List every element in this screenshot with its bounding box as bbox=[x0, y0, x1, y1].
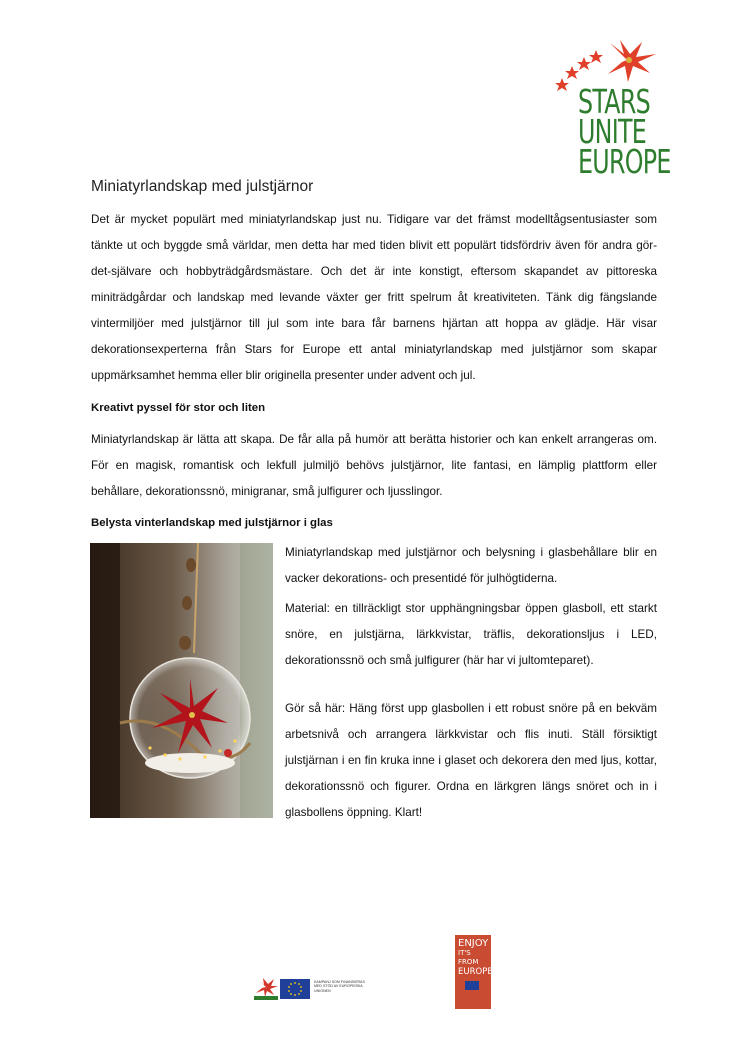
paragraph-instructions: Gör så här: Häng först upp glasbollen i ett robust snöre på en bekväm arbetsnivå och arrangera lärkkvistar och flis inuti. Ställ försiktigt julstjärnan i en fin kruka inne i glaset och dekorera den med ljus, kottar, dekorationssnö och figurer. Ordna en lärkgren längs snöret och in i glasbollens öppning. Klart! bbox=[285, 702, 657, 819]
eu-funding-text: KAMPANJ SOM FINANSIERAS MED STÖD AV EUROPEISKA UNIONEN bbox=[314, 980, 365, 993]
eu-flag-small-icon bbox=[465, 981, 479, 990]
enjoy-europe-badge bbox=[455, 935, 491, 1009]
logo-text-stars: STARS bbox=[578, 82, 650, 121]
enjoy-line-1: ENJOY bbox=[458, 938, 489, 949]
logo-text-unite: UNITE bbox=[578, 112, 647, 151]
logo-text-europe: EUROPE bbox=[578, 142, 671, 181]
poinsettia-small-icon bbox=[254, 978, 278, 1000]
paragraph-intro-glass: Miniatyrlandskap med julstjärnor och belysning i glasbehållare blir en vacker dekorations- och presentidé för julhögtiderna. bbox=[285, 546, 657, 585]
eu-flag-icon bbox=[280, 979, 310, 999]
section-paragraph-kreativt: Miniatyrlandskap är lätta att skapa. De får alla på humör att berätta historier och kan enkelt arrangeras om. För en magisk, romantisk och lekfull julmiljö behövs julstjärnor, lite fantasi, en lämplig plattform eller behållare, dekorationssnö, minigranar, små julfigurer och ljusslingor. bbox=[91, 433, 657, 498]
enjoy-line-2: IT'S FROM bbox=[458, 949, 479, 966]
page-title: Miniatyrlandskap med julstjärnor bbox=[91, 178, 314, 195]
glass-ball-photo bbox=[90, 543, 273, 818]
section-heading-belysta: Belysta vinterlandskap med julstjärnor i glas bbox=[91, 517, 333, 529]
intro-paragraph: Det är mycket populärt med miniatyrlandskap just nu. Tidigare var det främst modelltågsentusiaster som tänkte ut och byggde små världar, men detta har med tiden blivit ett populärt tidsfördriv även för andra gör-det-självare och hobbyträdgårdsmästare. Och det är inte konstigt, eftersom skapandet av pittoreska miniträdgårdar och landskap med levande växter ger fritt spelrum åt kreativiteten. Tänk dig fängslande vintermiljöer med julstjärnor till jul som inte bara får barnens hjärtan att hoppa av glädje. Här visar dekorationsexperterna från Stars for Europe ett antal miniatyrlandskap med julstjärnor som skapar uppmärksamhet hemma eller blir originella presenter under advent och jul. bbox=[91, 213, 657, 382]
footer-logo-group bbox=[254, 978, 384, 1000]
section-heading-kreativt: Kreativt pyssel för stor och liten bbox=[91, 402, 266, 414]
enjoy-line-3: EUROPE bbox=[458, 967, 493, 977]
paragraph-material: Material: en tillräckligt stor upphängningsbar öppen glasboll, ett starkt snöre, en julstjärna, lärkkvistar, träflis, dekorationsljus i LED, dekorationssnö och små julfigurer (här har vi jultomteparet). bbox=[285, 602, 657, 667]
